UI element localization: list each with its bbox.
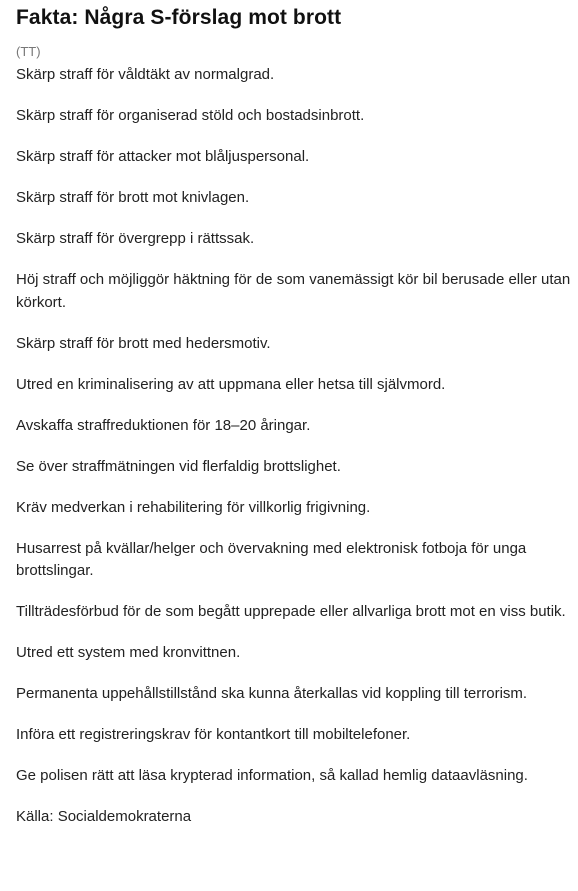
proposal-item: Kräv medverkan i rehabilitering för villkorlig frigivning. [16,498,371,516]
proposal-item: Se över straffmätningen vid flerfaldig brottslighet. [16,457,341,475]
article-byline: (TT) [16,44,41,59]
proposal-item: Utred ett system med kronvittnen. [16,644,241,661]
proposal-item: Husarrest på kvällar/helger och övervakning med elektronisk fotboja för unga brottslingar. [16,539,527,579]
article-source: Källa: Socialdemokraterna [16,808,192,825]
proposal-item: Skärp straff för organiserad stöld och bostadsinbrott. [16,107,365,124]
proposal-item: Införa ett registreringskrav för kontantkort till mobiltelefoner. [16,726,411,743]
proposal-item: Tillträdesförbud för de som begått upprepade eller allvarliga brott mot en viss butik. [16,603,566,620]
article-title: Fakta: Några S-förslag mot brott [16,6,342,29]
proposal-item: Skärp straff för brott med hedersmotiv. [16,334,271,352]
proposal-list [16,64,572,829]
proposal-item: Skärp straff för attacker mot blåljuspersonal. [16,148,310,165]
proposal-item: Skärp straff för övergrepp i rättssak. [16,230,255,247]
proposal-item: Avskaffa straffreduktionen för 18–20 åringar. [16,416,311,434]
proposal-item: Utred en kriminalisering av att uppmana eller hetsa till självmord. [16,375,446,393]
proposal-item: Skärp straff för våldtäkt av normalgrad. [16,66,275,83]
proposal-item: Höj straff och möjliggör häktning för de som vanemässigt kör bil berusade eller utan körkort. [16,271,571,311]
proposal-item: Skärp straff för brott mot knivlagen. [16,189,250,206]
proposal-item: Ge polisen rätt att läsa krypterad information, så kallad hemlig dataavläsning. [16,767,528,784]
proposal-item: Permanenta uppehållstillstånd ska kunna återkallas vid koppling till terrorism. [16,685,528,702]
